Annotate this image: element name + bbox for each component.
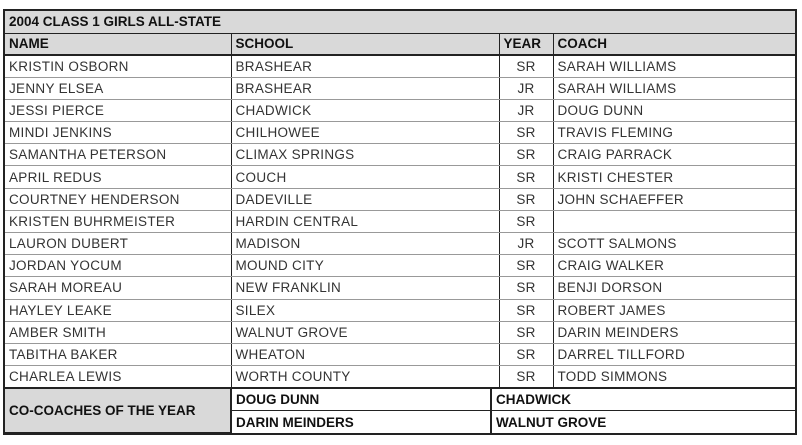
coach-cell: CRAIG WALKER	[553, 255, 795, 277]
table-row	[5, 122, 795, 144]
school-cell: BRASHEAR	[231, 77, 499, 99]
school-cell: COUCH	[231, 166, 499, 188]
coach-cell: ROBERT JAMES	[553, 299, 795, 321]
school-cell: DADEVILLE	[231, 188, 499, 210]
year-cell: SR	[499, 366, 553, 388]
co-coach-school: CHADWICK	[491, 389, 795, 411]
table-title-row	[5, 11, 795, 33]
table-title: 2004 CLASS 1 GIRLS ALL-STATE	[5, 11, 795, 33]
year-cell: JR	[499, 99, 553, 121]
year-cell: JR	[499, 77, 553, 99]
player-name-cell: COURTNEY HENDERSON	[5, 188, 231, 210]
year-cell: SR	[499, 166, 553, 188]
year-cell: SR	[499, 188, 553, 210]
player-name-cell: JESSI PIERCE	[5, 99, 231, 121]
coach-cell: DARREL TILLFORD	[553, 343, 795, 365]
player-name-cell: HAYLEY LEAKE	[5, 299, 231, 321]
co-coach-name: DOUG DUNN	[231, 389, 491, 411]
coach-cell: BENJI DORSON	[553, 277, 795, 299]
school-cell: CHILHOWEE	[231, 122, 499, 144]
table-row	[5, 166, 795, 188]
year-cell: SR	[499, 277, 553, 299]
school-cell: MADISON	[231, 233, 499, 255]
table-row	[5, 77, 795, 99]
year-cell: SR	[499, 210, 553, 232]
coach-cell: KRISTI CHESTER	[553, 166, 795, 188]
coach-cell: SARAH WILLIAMS	[553, 55, 795, 77]
player-name-cell: JORDAN YOCUM	[5, 255, 231, 277]
table-row	[5, 188, 795, 210]
year-cell: SR	[499, 321, 553, 343]
coach-cell: TRAVIS FLEMING	[553, 122, 795, 144]
school-cell: NEW FRANKLIN	[231, 277, 499, 299]
year-cell: SR	[499, 144, 553, 166]
player-name-cell: TABITHA BAKER	[5, 343, 231, 365]
player-name-cell: JENNY ELSEA	[5, 77, 231, 99]
coach-cell: DOUG DUNN	[553, 99, 795, 121]
school-cell: WALNUT GROVE	[231, 321, 499, 343]
school-cell: HARDIN CENTRAL	[231, 210, 499, 232]
school-cell: WORTH COUNTY	[231, 366, 499, 388]
coach-cell: DARIN MEINDERS	[553, 321, 795, 343]
school-cell: CLIMAX SPRINGS	[231, 144, 499, 166]
table-row	[5, 210, 795, 232]
all-state-table	[5, 11, 795, 389]
coach-cell	[553, 210, 795, 232]
player-name-cell: CHARLEA LEWIS	[5, 366, 231, 388]
school-cell: MOUND CITY	[231, 255, 499, 277]
coach-cell: CRAIG PARRACK	[553, 144, 795, 166]
player-name-cell: SAMANTHA PETERSON	[5, 144, 231, 166]
column-header-name: NAME	[5, 33, 231, 55]
co-coaches-label: CO-COACHES OF THE YEAR	[5, 389, 231, 433]
coach-cell: TODD SIMMONS	[553, 366, 795, 388]
table-row	[5, 233, 795, 255]
column-header-school: SCHOOL	[231, 33, 499, 55]
table-row	[5, 366, 795, 388]
coach-cell: SARAH WILLIAMS	[553, 77, 795, 99]
table-row	[5, 321, 795, 343]
co-coaches-table	[5, 389, 795, 434]
year-cell: SR	[499, 343, 553, 365]
column-header-year: YEAR	[499, 33, 553, 55]
player-name-cell: SARAH MOREAU	[5, 277, 231, 299]
school-cell: BRASHEAR	[231, 55, 499, 77]
table-row	[5, 255, 795, 277]
player-name-cell: KRISTIN OSBORN	[5, 55, 231, 77]
co-coach-name: DARIN MEINDERS	[231, 411, 491, 433]
year-cell: SR	[499, 122, 553, 144]
co-coach-row	[5, 389, 795, 411]
table-row	[5, 277, 795, 299]
player-name-cell: MINDI JENKINS	[5, 122, 231, 144]
column-header-row	[5, 33, 795, 55]
column-header-coach: COACH	[553, 33, 795, 55]
table-body	[5, 55, 795, 388]
year-cell: SR	[499, 255, 553, 277]
co-coach-school: WALNUT GROVE	[496, 414, 607, 430]
school-cell: SILEX	[231, 299, 499, 321]
coach-cell: JOHN SCHAEFFER	[553, 188, 795, 210]
player-name-cell: AMBER SMITH	[5, 321, 231, 343]
school-cell: CHADWICK	[231, 99, 499, 121]
year-cell: SR	[499, 299, 553, 321]
year-cell: JR	[499, 233, 553, 255]
table-row	[5, 144, 795, 166]
player-name-cell: APRIL REDUS	[5, 166, 231, 188]
player-name-cell: KRISTEN BUHRMEISTER	[5, 210, 231, 232]
table-row	[5, 55, 795, 77]
table-row	[5, 343, 795, 365]
coach-cell: SCOTT SALMONS	[553, 233, 795, 255]
all-state-table-container	[3, 9, 797, 435]
school-cell: WHEATON	[231, 343, 499, 365]
table-row	[5, 99, 795, 121]
table-row	[5, 299, 795, 321]
year-cell: SR	[499, 55, 553, 77]
player-name-cell: LAURON DUBERT	[5, 233, 231, 255]
